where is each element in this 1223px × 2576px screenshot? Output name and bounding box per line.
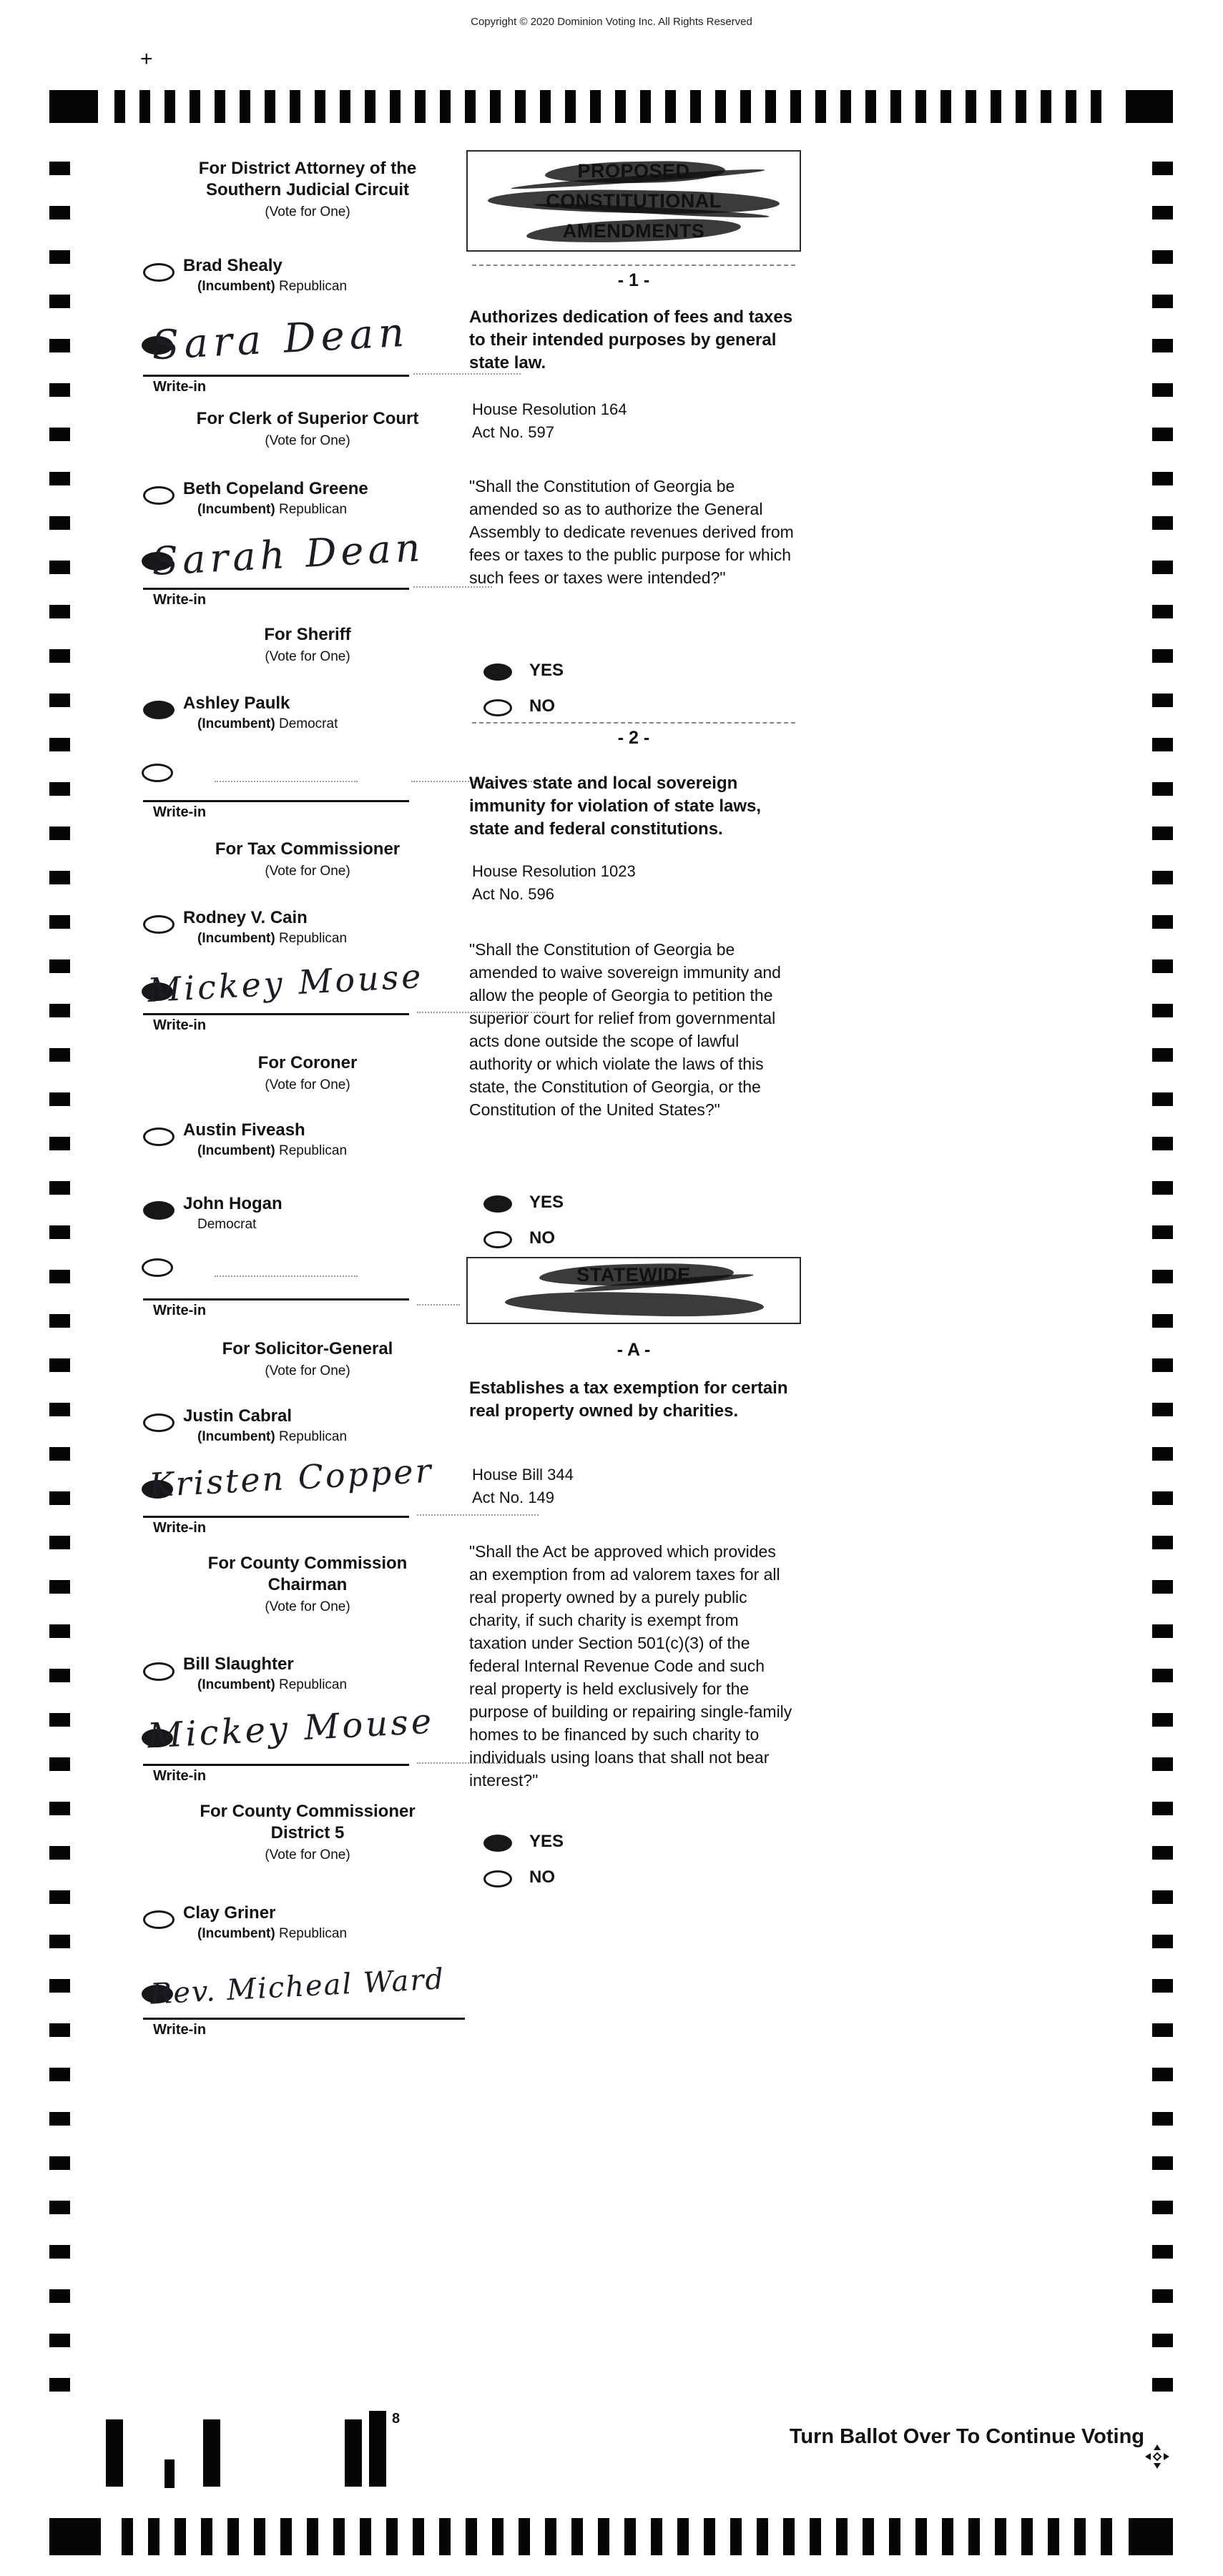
dashed-divider [472, 722, 795, 724]
dashed-divider [472, 265, 795, 266]
oval-rodney-cain[interactable] [143, 915, 175, 934]
measure-reference: Act No. 149 [472, 1489, 554, 1506]
measure-reference: House Resolution 164 [472, 400, 627, 418]
oval-referendum-a-no[interactable] [483, 1870, 512, 1887]
candidate-name: Ashley Paulk [183, 694, 290, 713]
barcode-bar [203, 2419, 220, 2487]
party-label: Republican [279, 931, 348, 946]
write-in-line[interactable] [143, 375, 409, 377]
write-in-handwriting: Sara Dean [150, 309, 411, 370]
candidate-name: Rodney V. Cain [183, 908, 308, 927]
measure-reference: Act No. 596 [472, 885, 554, 903]
write-in-handwriting: Mickey Mouse [146, 956, 425, 1010]
measure-question: "Shall the Constitution of Georgia be amended to waive sovereign immunity and allow the people of Georgia to petition the superior court for relief from governmental acts done outside the scope of lawful authority or which violate the laws of this state, the Constitution of Georgia, or the Constitution of the United States?" [469, 940, 781, 1119]
write-in-label: Write-in [153, 592, 207, 608]
timing-mark-bottom-left-block [49, 2518, 101, 2555]
write-in-label: Write-in [153, 1017, 207, 1033]
incumbent-label: (Incumbent) [197, 1143, 275, 1158]
timing-marks-bottom [122, 2518, 1123, 2555]
timing-mark-top-left-block [49, 90, 98, 123]
candidate-party-line [197, 279, 347, 295]
scribble-mark [505, 1289, 765, 1318]
timing-marks-left [49, 162, 70, 2403]
contest-title: District 5 [270, 1823, 345, 1842]
write-in-handwriting: Mickey Mouse [146, 1701, 436, 1757]
barcode-bar [345, 2419, 362, 2487]
registration-plus-mark: + [140, 47, 153, 71]
scan-artifact-dots [215, 1275, 358, 1277]
measure-question: "Shall the Act be approved which provides an exemption from ad valorem taxes for all real property owned by a purely public charity, if such charity is exempt from taxation under Section 501(c)(3) of the federal Internal Revenue Code and such real property is held exclusively for the purpose of building or repairing single-family homes to be financed by such charity to individuals using loans that shall not bear interest?" [469, 1542, 792, 1790]
referendum-header-box [466, 1257, 801, 1324]
contest-title: Southern Judicial Circuit [205, 180, 410, 199]
candidate-name: John Hogan [183, 1194, 283, 1213]
vote-for-instruction: (Vote for One) [265, 204, 350, 219]
oval-amendment-1-no[interactable] [483, 699, 512, 716]
oval-clay-griner[interactable] [143, 1910, 175, 1929]
registration-crosshair-icon [1143, 2442, 1172, 2474]
write-in-line[interactable] [143, 800, 409, 802]
oval-write-in-coroner[interactable] [142, 1258, 173, 1277]
oval-ashley-paulk[interactable] [143, 701, 175, 719]
write-in-label: Write-in [153, 2022, 207, 2038]
write-in-line[interactable] [143, 1298, 409, 1301]
candidate-name: Austin Fiveash [183, 1120, 305, 1140]
oval-referendum-a-yes[interactable] [483, 1835, 512, 1852]
candidate-name: Justin Cabral [183, 1406, 293, 1426]
vote-for-instruction: (Vote for One) [265, 1599, 350, 1614]
write-in-label: Write-in [153, 1520, 207, 1536]
measure-reference: Act No. 597 [472, 423, 554, 441]
scan-artifact-dots [417, 1304, 460, 1306]
oval-justin-cabral[interactable] [143, 1413, 175, 1432]
vote-for-instruction: (Vote for One) [265, 864, 350, 879]
measure-summary: Authorizes dedication of fees and taxes to their intended purposes by general state law. [469, 307, 793, 372]
incumbent-label: (Incumbent) [197, 1926, 275, 1941]
oval-john-hogan[interactable] [143, 1201, 175, 1220]
yes-label: YES [529, 661, 564, 680]
vote-for-instruction: (Vote for One) [265, 1847, 350, 1862]
oval-amendment-2-yes[interactable] [483, 1195, 512, 1213]
vote-for-instruction: (Vote for One) [265, 433, 350, 448]
measure-number: - A - [617, 1340, 651, 1360]
candidate-party-line [197, 1677, 347, 1693]
no-label: NO [529, 1228, 555, 1248]
party-label: Republican [279, 1143, 348, 1158]
contest-title: For County Commissioner [200, 1802, 416, 1821]
candidate-party-line [197, 502, 347, 518]
incumbent-label: (Incumbent) [197, 1429, 275, 1444]
contest-title: For Sheriff [264, 625, 351, 644]
candidate-party-line [197, 716, 338, 732]
write-in-label: Write-in [153, 804, 207, 820]
measure-reference: House Resolution 1023 [472, 862, 636, 880]
barcode-digit: 8 [392, 2411, 401, 2427]
measure-number: - 1 - [617, 270, 650, 290]
candidate-party-line [197, 1143, 347, 1159]
incumbent-label: (Incumbent) [197, 502, 275, 517]
write-in-label: Write-in [153, 1768, 207, 1784]
scan-artifact-dots [417, 1514, 539, 1516]
barcode-bar [164, 2459, 175, 2488]
no-label: NO [529, 1867, 555, 1887]
party-label: Republican [279, 1677, 348, 1692]
candidate-name: Clay Griner [183, 1903, 276, 1923]
oval-beth-copeland-greene[interactable] [143, 486, 175, 505]
barcode-bar [106, 2419, 123, 2487]
measure-question: "Shall the Constitution of Georgia be amended so as to authorize the General Assembly to dedicate revenues derived from fees or taxes to the public purpose for which such fees or taxes were intended?" [469, 477, 794, 587]
scan-artifact-dots [215, 781, 358, 782]
oval-bill-slaughter[interactable] [143, 1662, 175, 1681]
party-label: Democrat [279, 716, 338, 731]
yes-label: YES [529, 1832, 564, 1851]
timing-mark-top-right-block [1126, 90, 1173, 123]
party-label: Democrat [197, 1217, 257, 1232]
timing-marks-right [1152, 162, 1173, 2403]
contest-title: For County Commission [207, 1554, 408, 1573]
no-label: NO [529, 696, 555, 716]
incumbent-label: (Incumbent) [197, 931, 275, 946]
measure-summary: Waives state and local sovereign immunity for violation of state laws, state and federal constitutions. [469, 774, 762, 839]
oval-brad-shealy[interactable] [143, 263, 175, 282]
oval-amendment-2-no[interactable] [483, 1231, 512, 1248]
candidate-name: Brad Shealy [183, 256, 283, 275]
incumbent-label: (Incumbent) [197, 716, 275, 731]
measure-summary: Establishes a tax exemption for certain real property owned by charities. [469, 1378, 788, 1421]
contest-title: For Tax Commissioner [215, 839, 401, 859]
turn-ballot-over-text: Turn Ballot Over To Continue Voting [789, 2425, 1144, 2448]
barcode-bar [369, 2411, 386, 2487]
party-label: Republican [279, 279, 348, 294]
candidate-party-line [197, 1429, 347, 1445]
write-in-handwriting: Rev. Micheal Ward [149, 1963, 446, 2011]
party-label: Republican [279, 1926, 348, 1941]
timing-mark-bottom-right-block [1129, 2518, 1173, 2555]
write-in-line[interactable] [143, 1764, 409, 1766]
timing-marks-top [114, 90, 1116, 123]
write-in-line[interactable] [143, 1516, 409, 1518]
party-label: Republican [279, 1429, 348, 1444]
contest-title: For Coroner [257, 1053, 358, 1072]
write-in-line[interactable] [143, 2018, 465, 2020]
contest-title: For District Attorney of the [198, 159, 417, 178]
write-in-handwriting: Kristen Copper [147, 1451, 434, 1505]
amendments-header-box [466, 150, 801, 252]
candidate-party-line [197, 1926, 347, 1942]
measure-reference: House Bill 344 [472, 1466, 574, 1484]
contest-title: For Solicitor-General [222, 1339, 393, 1358]
contest-title: For Clerk of Superior Court [196, 409, 419, 428]
write-in-label: Write-in [153, 379, 207, 395]
write-in-line[interactable] [143, 588, 409, 590]
oval-amendment-1-yes[interactable] [483, 663, 512, 681]
candidate-name: Bill Slaughter [183, 1654, 294, 1674]
vote-for-instruction: (Vote for One) [265, 1363, 350, 1378]
candidate-party-line [197, 1217, 256, 1233]
oval-write-in-sheriff[interactable] [142, 764, 173, 782]
incumbent-label: (Incumbent) [197, 1677, 275, 1692]
party-label: Republican [279, 502, 348, 517]
incumbent-label: (Incumbent) [197, 279, 275, 294]
write-in-handwriting: Sarah Dean [150, 525, 426, 584]
candidate-party-line [197, 931, 347, 947]
oval-austin-fiveash[interactable] [143, 1127, 175, 1146]
measure-number: - 2 - [617, 728, 650, 748]
vote-for-instruction: (Vote for One) [265, 649, 350, 664]
candidate-name: Beth Copeland Greene [183, 479, 368, 498]
write-in-line[interactable] [143, 1013, 409, 1015]
contest-title: Chairman [267, 1575, 348, 1594]
copyright-text: Copyright © 2020 Dominion Voting Inc. All Rights Reserved [471, 16, 752, 28]
vote-for-instruction: (Vote for One) [265, 1077, 350, 1092]
write-in-label: Write-in [153, 1303, 207, 1318]
yes-label: YES [529, 1193, 564, 1212]
